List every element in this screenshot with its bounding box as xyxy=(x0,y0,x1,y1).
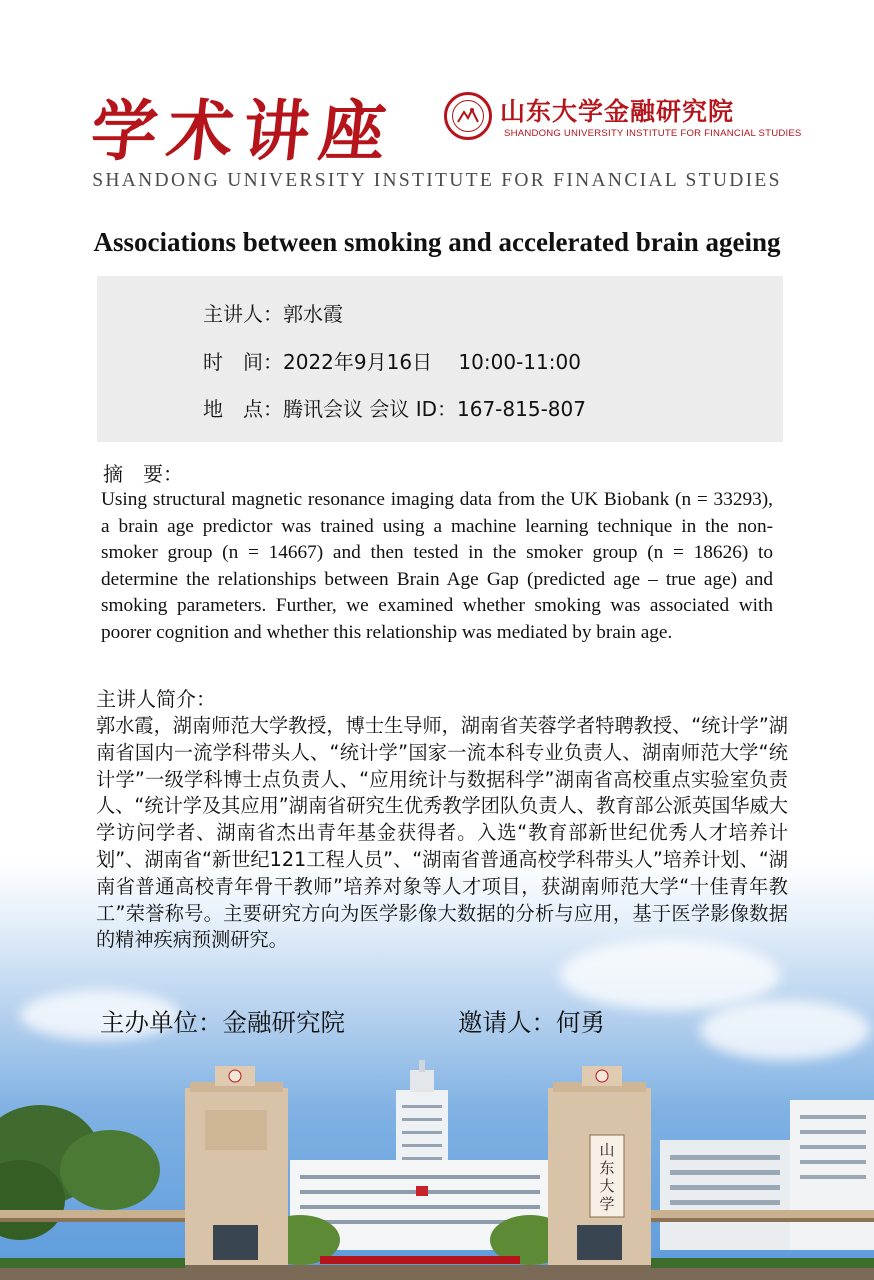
campus-gate-image xyxy=(0,1060,874,1280)
time-label: 时 间： xyxy=(203,350,283,374)
host-organization: 主办单位：金融研究院 xyxy=(100,1008,345,1037)
institute-logo-en: SHANDONG UNIVERSITY INSTITUTE FOR FINANCIAL STUDIES xyxy=(504,128,802,139)
gate-sign-char-3: 大 xyxy=(599,1177,615,1195)
gate-sign-char-4: 学 xyxy=(599,1195,615,1213)
inviter: 邀请人：何勇 xyxy=(458,1008,605,1037)
speaker-label: 主讲人： xyxy=(203,302,283,326)
institute-logo-name: 山东大学金融研究院 xyxy=(500,97,735,126)
gate-sign-char-1: 山 xyxy=(599,1141,615,1159)
cloud xyxy=(700,1000,870,1060)
speaker-name: 郭水霞 xyxy=(283,302,343,326)
info-box xyxy=(97,276,783,442)
talk-title: Associations between smoking and accelerated brain ageing xyxy=(93,227,781,257)
time-line xyxy=(203,346,581,375)
abstract-heading: 摘 要： xyxy=(103,462,183,486)
speaker-line xyxy=(203,298,343,327)
speaker-bio-heading: 主讲人简介： xyxy=(96,687,216,711)
place-line xyxy=(203,393,586,422)
place-label: 地 点： xyxy=(203,397,283,421)
poster-title-cn: 学术讲座 xyxy=(87,92,400,170)
university-seal-icon xyxy=(444,92,492,140)
speaker-bio-text: 郭水霞，湖南师范大学教授，博士生导师，湖南省芙蓉学者特聘教授、“统计学”湖南省国内一流学科带头人、“统计学”国家一流本科专业负责人、湖南师范大学“统计学”一级学科博士点负责人、“应用统计与数据科学”湖南省高校重点实验室负责人、“统计学及其应用”湖南省研究生优秀教学团队负责人、教育部公派英国华威大学访问学者、湖南省杰出青年基金获得者。入选“教育部新世纪优秀人才培养计划”、湖南省“新世纪121工程人员”、“湖南省普通高校学科带头人”培养计划、“湖南省普通高校青年骨干教师”培养对象等人才项目，获湖南师范大学“十佳青年教工”荣誉称号。主要研究方向为医学影像大数据的分析与应用，基于医学影像数据的精神疾病预测研究。 xyxy=(96,714,788,952)
institute-subtitle: SHANDONG UNIVERSITY INSTITUTE FOR FINANCIAL STUDIES xyxy=(92,170,782,191)
time-value: 2022年9月16日 10:00-11:00 xyxy=(283,350,581,374)
gate-sign-char-2: 东 xyxy=(599,1159,615,1177)
place-value: 腾讯会议 会议 ID：167-815-807 xyxy=(283,397,586,421)
abstract-text: Using structural magnetic resonance imaging data from the UK Biobank (n = 33293), a brain age predictor was trained using a machine learning technique in the non-smoker group (n = 14667) and then tested in the smoker group (n = 18626) to determine the relationships between Brain Age Gap (predicted age – true age) and smoking parameters. Further, we examined whether smoking was associated with poorer cognition and whether this relationship was mediated by brain age. xyxy=(101,489,773,643)
